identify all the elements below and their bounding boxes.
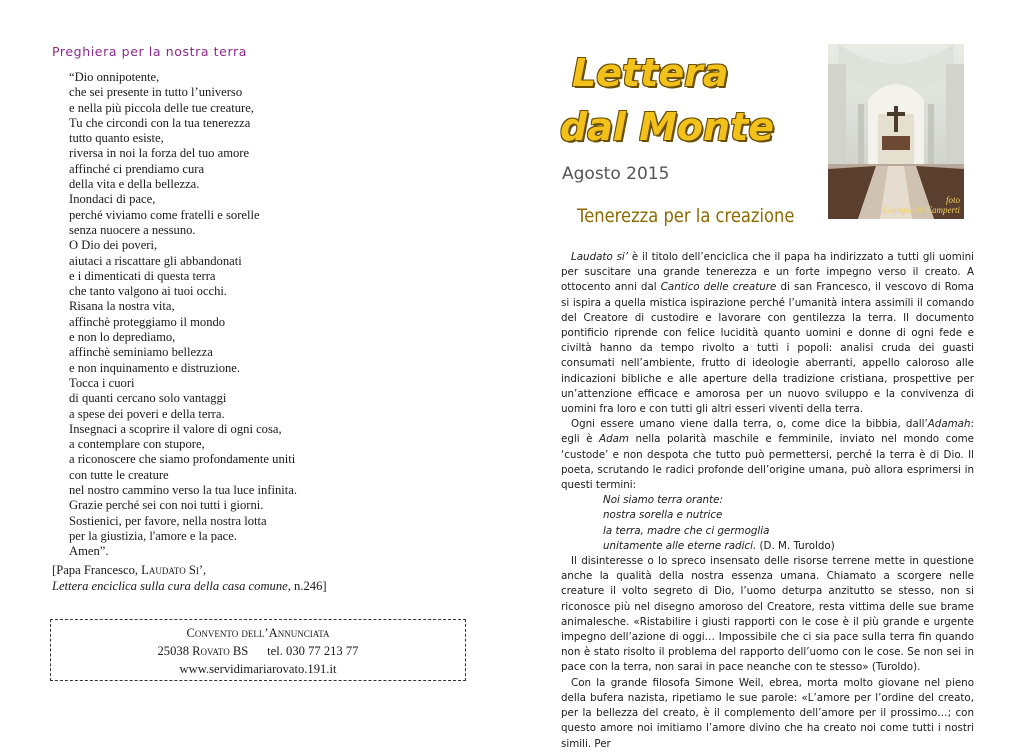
convent-website[interactable]: www.servidimariarovato.191.it — [179, 662, 337, 676]
photo-credit-name: Giampaolo Camperti — [883, 205, 960, 215]
masthead-line2: dal Monte — [560, 105, 775, 149]
church-interior-photo — [828, 44, 964, 219]
poem-attribution: (D. M. Turoldo) — [756, 539, 835, 552]
source-title: Laudato Si — [141, 563, 199, 577]
masthead — [560, 46, 820, 154]
prayer-line: a riconoscere che siamo profondamente uniti — [69, 452, 296, 467]
photo-credit — [883, 195, 960, 215]
convent-province: BS — [232, 644, 249, 658]
p1-text-b: di san Francesco, il vescovo di Roma si ispira a quella mistica ispirazione perché l’umanità intera assimili il comando del Creatore di custodire e lavorare con gentilezza la terra. Il documento pontificio riprende con felice lucidità quanto uomini e donne di ogni fede e civiltà hanno da tempo rivolto a tutti i popoli: analisi cruda dei guasti consumati nell’ambiente, frutto di ideologie aberranti, appello caloroso alle indicazioni bibliche e alle aperture della tradizione cristiana, prospettive per un’attenzione efficace e amorosa per un nuovo sviluppo e la convivenza di uomini fra loro e con tutti gli altri esseri viventi della terra. — [561, 281, 974, 416]
prayer-title: Preghiera per la nostra terra — [52, 44, 247, 59]
convent-name: Convento dell’Annunciata — [186, 626, 330, 640]
prayer-line: che tanto valgono ai tuoi occhi. — [69, 284, 228, 299]
prayer-line: e non inquinamento e distruzione. — [69, 360, 241, 375]
p2-italic-2: Adam — [599, 433, 629, 446]
prayer-line: Risana la nostra vita, — [69, 299, 175, 314]
convent-address-line — [51, 642, 465, 660]
prayer-source — [52, 563, 327, 594]
prayer-line: Amen”. — [69, 544, 109, 559]
article-paragraph-3: Il disinteresse o lo spreco insensato delle risorse terrene mette in questione anche la qualità della nostra essenza umana. Chiamato a scorgere nelle creature il volto segreto di Dio, l’uomo deturpa anzitutto se stesso, non si riconosce più nel disegno amoroso del Creatore, resta vittima delle sue brame animalesche. «Ristabilire i giusti rapporti con le cose è il più grande e urgente impegno dell’azione di oggi… Impossibile che ci sia pace sulla terra fin quando non è stato risolto il problema del rapporto dell’uomo con le cose. Se non sei in pace con la terra, non sarai in pace neanche con te stesso» (Turoldo). — [561, 555, 974, 674]
prayer-line: affinché ci prendiamo cura — [69, 161, 205, 176]
article-title: Tenerezza per la creazione — [577, 205, 795, 227]
prayer-line: perché viviamo come fratelli e sorelle — [69, 207, 260, 222]
poem-line: Noi siamo terra orante: — [603, 494, 723, 507]
prayer-line: a contemplare con stupore, — [69, 437, 205, 452]
prayer-line: Grazie perché sei con noi tutti i giorni. — [69, 498, 264, 513]
convent-postal-code: 25038 — [157, 644, 189, 658]
article-paragraph-1 — [561, 250, 974, 417]
article-paragraph-2 — [561, 417, 974, 493]
prayer-line: Sostienici, per favore, nella nostra lotta — [69, 513, 267, 528]
p2-text-c: nella polarità maschile e femminile, inviato nel mondo come ‘custode’ e non despota che tutto può permettersi, perché la terra è di Dio. Il poeta, scrutando le radici profonde dell’origine umana, può allora esprimersi in questi termini: — [561, 433, 974, 492]
prayer-line: tutto quanto esiste, — [69, 131, 164, 146]
p2-italic-1: Adamah — [927, 418, 971, 431]
p1-italic-lead: Laudato si’ — [571, 251, 629, 263]
prayer-line: Inondaci di pace, — [69, 192, 156, 207]
prayer-line: nel nostro cammino verso la tua luce infinita. — [69, 483, 298, 498]
turoldo-poem — [603, 493, 974, 554]
poem-line: la terra, madre che ci germoglia — [603, 524, 770, 537]
convent-phone: tel. 030 77 213 77 — [267, 644, 359, 658]
prayer-line: e nella più piccola delle tue creature, — [69, 100, 254, 115]
p2-text-a: Ogni essere umano viene dalla terra, o, come dice la bibbia, dall’ — [571, 418, 928, 431]
church-interior-image — [828, 44, 964, 219]
p2-text-b: : egli è — [561, 418, 974, 446]
prayer-line: a spese dei poveri e della terra. — [69, 406, 225, 421]
poem-line: nostra sorella e nutrice — [603, 509, 723, 522]
masthead-line1: Lettera — [572, 51, 729, 95]
article-body — [561, 250, 974, 752]
prayer-line: O Dio dei poveri, — [69, 238, 158, 253]
back-page — [0, 0, 512, 725]
source-ref: n.246] — [290, 578, 327, 593]
prayer-line: e i dimenticati di questa terra — [69, 268, 216, 283]
prayer-line: della vita e della bellezza. — [69, 177, 200, 192]
source-encyclical: Lettera enciclica sulla cura della casa comune, — [52, 578, 291, 593]
prayer-line: per la giustizia, l'amore e la pace. — [69, 528, 238, 543]
prayer-line: affinchè seminiamo bellezza — [69, 345, 213, 360]
prayer-line: e non lo deprediamo, — [69, 330, 176, 345]
prayer-line: affinchè proteggiamo il mondo — [69, 314, 226, 329]
photo-credit-label: foto — [945, 195, 960, 205]
p1-text-a: è il titolo dell’enciclica che il papa ha indirizzato a tutti gli uomini per suscitare una grande tenerezza e un forte impegno verso il creato. A ottocento anni dal — [561, 251, 974, 294]
prayer-line: senza nuocere a nessuno. — [69, 222, 196, 237]
prayer-line: Tocca i cuori — [69, 375, 135, 390]
poem-line: unitamente alle eterne radici. — [603, 539, 757, 552]
prayer-line: che sei presente in tutto l’universo — [69, 85, 243, 100]
prayer-text — [69, 70, 369, 560]
issue-date: Agosto 2015 — [562, 164, 670, 184]
prayer-line: Insegnaci a scoprire il valore di ogni cosa, — [69, 421, 282, 436]
prayer-line: con tutte le creature — [69, 467, 169, 482]
convent-address-box — [50, 619, 466, 681]
poem-line-last — [603, 539, 974, 554]
prayer-line: “Dio onnipotente, — [69, 70, 160, 84]
p1-italic-mid: Cantico delle creature — [660, 281, 777, 294]
prayer-line: riversa in noi la forza del tuo amore — [69, 146, 250, 161]
source-suffix: ’, — [198, 563, 207, 577]
article-paragraph-4: Con la grande filosofa Simone Weil, ebrea, morta molto giovane nel pieno della bufera nazista, ripetiamo le sue parole: «L’amore per l’ordine del creato, per la bellezza del creato, è il complemento dell’amore per il prossimo…; con questo amore noi imitiamo l’amore divino che ha creato noi come tutti i nostri simili. Per — [561, 676, 974, 750]
source-prefix: [Papa Francesco, — [52, 563, 142, 577]
prayer-line: di quanti cercano solo vantaggi — [69, 391, 227, 406]
prayer-line: aiutaci a riscattare gli abbandonati — [69, 253, 242, 268]
prayer-line: Tu che circondi con la tua tenerezza — [69, 115, 251, 130]
convent-city: Rovato — [192, 644, 230, 658]
